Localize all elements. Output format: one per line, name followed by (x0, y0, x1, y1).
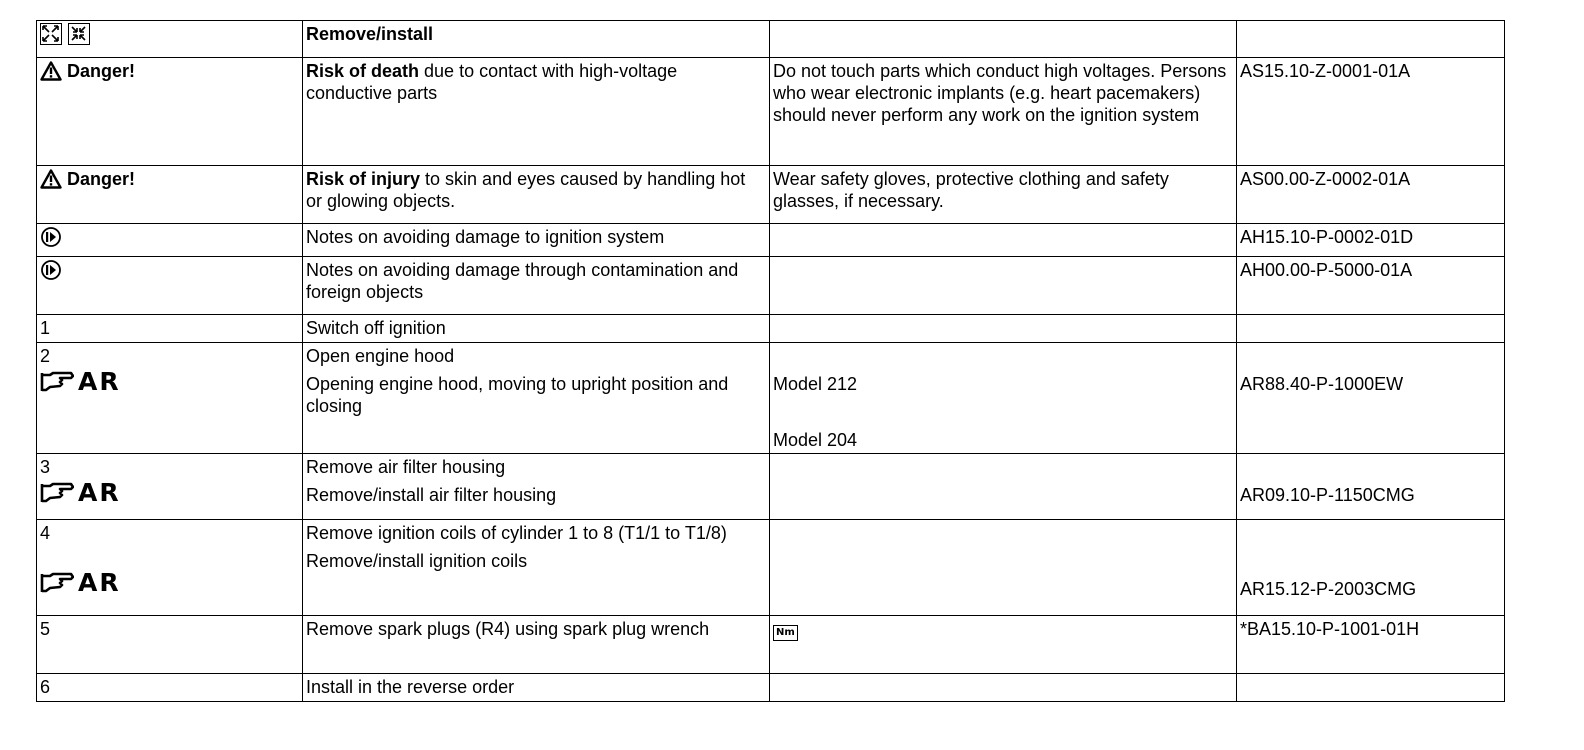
step-text: Open engine hood (306, 346, 455, 366)
document-reference[interactable]: AR09.10-P-1150CMG (1240, 485, 1415, 505)
table-header-row (37, 21, 1505, 58)
header-empty-cell (1237, 21, 1505, 58)
note-row (37, 224, 1505, 257)
model-label: Model 204 (773, 430, 858, 450)
step-text: Switch off ignition (303, 315, 770, 343)
step-row (37, 315, 1505, 343)
step-subtext: Remove/install air filter housing (306, 485, 557, 505)
model-label: Model 212 (773, 374, 858, 394)
pointing-hand-icon (40, 482, 74, 504)
ar-label: AR (78, 568, 121, 597)
danger-label (40, 168, 298, 190)
pointing-hand-icon (40, 572, 74, 594)
step-number: 6 (37, 674, 303, 702)
install-icon (68, 23, 90, 45)
note-text: Notes on avoiding damage through contamination and foreign objects (303, 257, 770, 315)
step-number: 5 (37, 616, 303, 674)
note-circle-icon (40, 259, 62, 281)
step-row (37, 674, 1505, 702)
torque-nm-icon[interactable]: Nm (773, 625, 798, 641)
safety-measure: Wear safety gloves, protective clothing and safety glasses, if necessary. (770, 166, 1237, 224)
step-row (37, 343, 1505, 454)
risk-text: to skin and eyes caused by handling hot or glowing objects. (306, 169, 746, 211)
document-reference[interactable]: AR15.12-P-2003CMG (1240, 579, 1417, 599)
document-reference: AH15.10-P-0002-01D (1237, 224, 1505, 257)
warning-triangle-icon (40, 169, 62, 189)
warning-triangle-icon (40, 61, 62, 81)
ar-reference-link[interactable] (40, 570, 298, 596)
warning-row (37, 58, 1505, 166)
header-symbols-cell (37, 21, 303, 58)
header-title: Remove/install (303, 21, 770, 58)
document-reference[interactable]: *BA15.10-P-1001-01H (1237, 616, 1505, 674)
safety-measure: Do not touch parts which conduct high voltages. Persons who wear electronic implants (e.g. heart pacemakers) should never perform any work on the ignition system (770, 58, 1237, 166)
procedure-table (36, 20, 1505, 702)
document-reference: AS00.00-Z-0002-01A (1237, 166, 1505, 224)
step-row (37, 454, 1505, 520)
step-number: 2 (40, 346, 51, 366)
ar-reference-link[interactable] (40, 369, 298, 395)
note-circle-icon (40, 226, 62, 248)
danger-label (40, 60, 298, 82)
header-empty-cell (770, 21, 1237, 58)
risk-title: Risk of injury (306, 169, 421, 189)
step-text: Remove spark plugs (R4) using spark plug wrench (303, 616, 770, 674)
ar-label: AR (78, 478, 121, 507)
risk-title: Risk of death (306, 61, 420, 81)
note-row (37, 257, 1505, 315)
step-text: Remove ignition coils of cylinder 1 to 8 (T1/1 to T1/8) (306, 523, 727, 543)
step-subtext: Opening engine hood, moving to upright position and closing (306, 374, 729, 416)
ar-reference-link[interactable] (40, 480, 298, 506)
step-number: 3 (40, 457, 51, 477)
warning-row (37, 166, 1505, 224)
step-text: Install in the reverse order (303, 674, 770, 702)
pointing-hand-icon (40, 371, 74, 393)
danger-text: Danger! (67, 61, 136, 81)
step-number: 1 (37, 315, 303, 343)
step-row (37, 616, 1505, 674)
risk-description (303, 58, 770, 166)
document-reference: AH00.00-P-5000-01A (1237, 257, 1505, 315)
step-number: 4 (40, 523, 51, 543)
note-text: Notes on avoiding damage to ignition system (303, 224, 770, 257)
risk-text: due to contact with high-voltage conductive parts (306, 61, 678, 103)
risk-description (303, 166, 770, 224)
document-reference[interactable]: AR88.40-P-1000EW (1240, 374, 1404, 394)
ar-label: AR (78, 367, 121, 396)
step-text: Remove air filter housing (306, 457, 506, 477)
document-reference: AS15.10-Z-0001-01A (1237, 58, 1505, 166)
remove-icon (40, 23, 62, 45)
step-row (37, 520, 1505, 616)
danger-text: Danger! (67, 169, 136, 189)
step-subtext: Remove/install ignition coils (306, 551, 528, 571)
